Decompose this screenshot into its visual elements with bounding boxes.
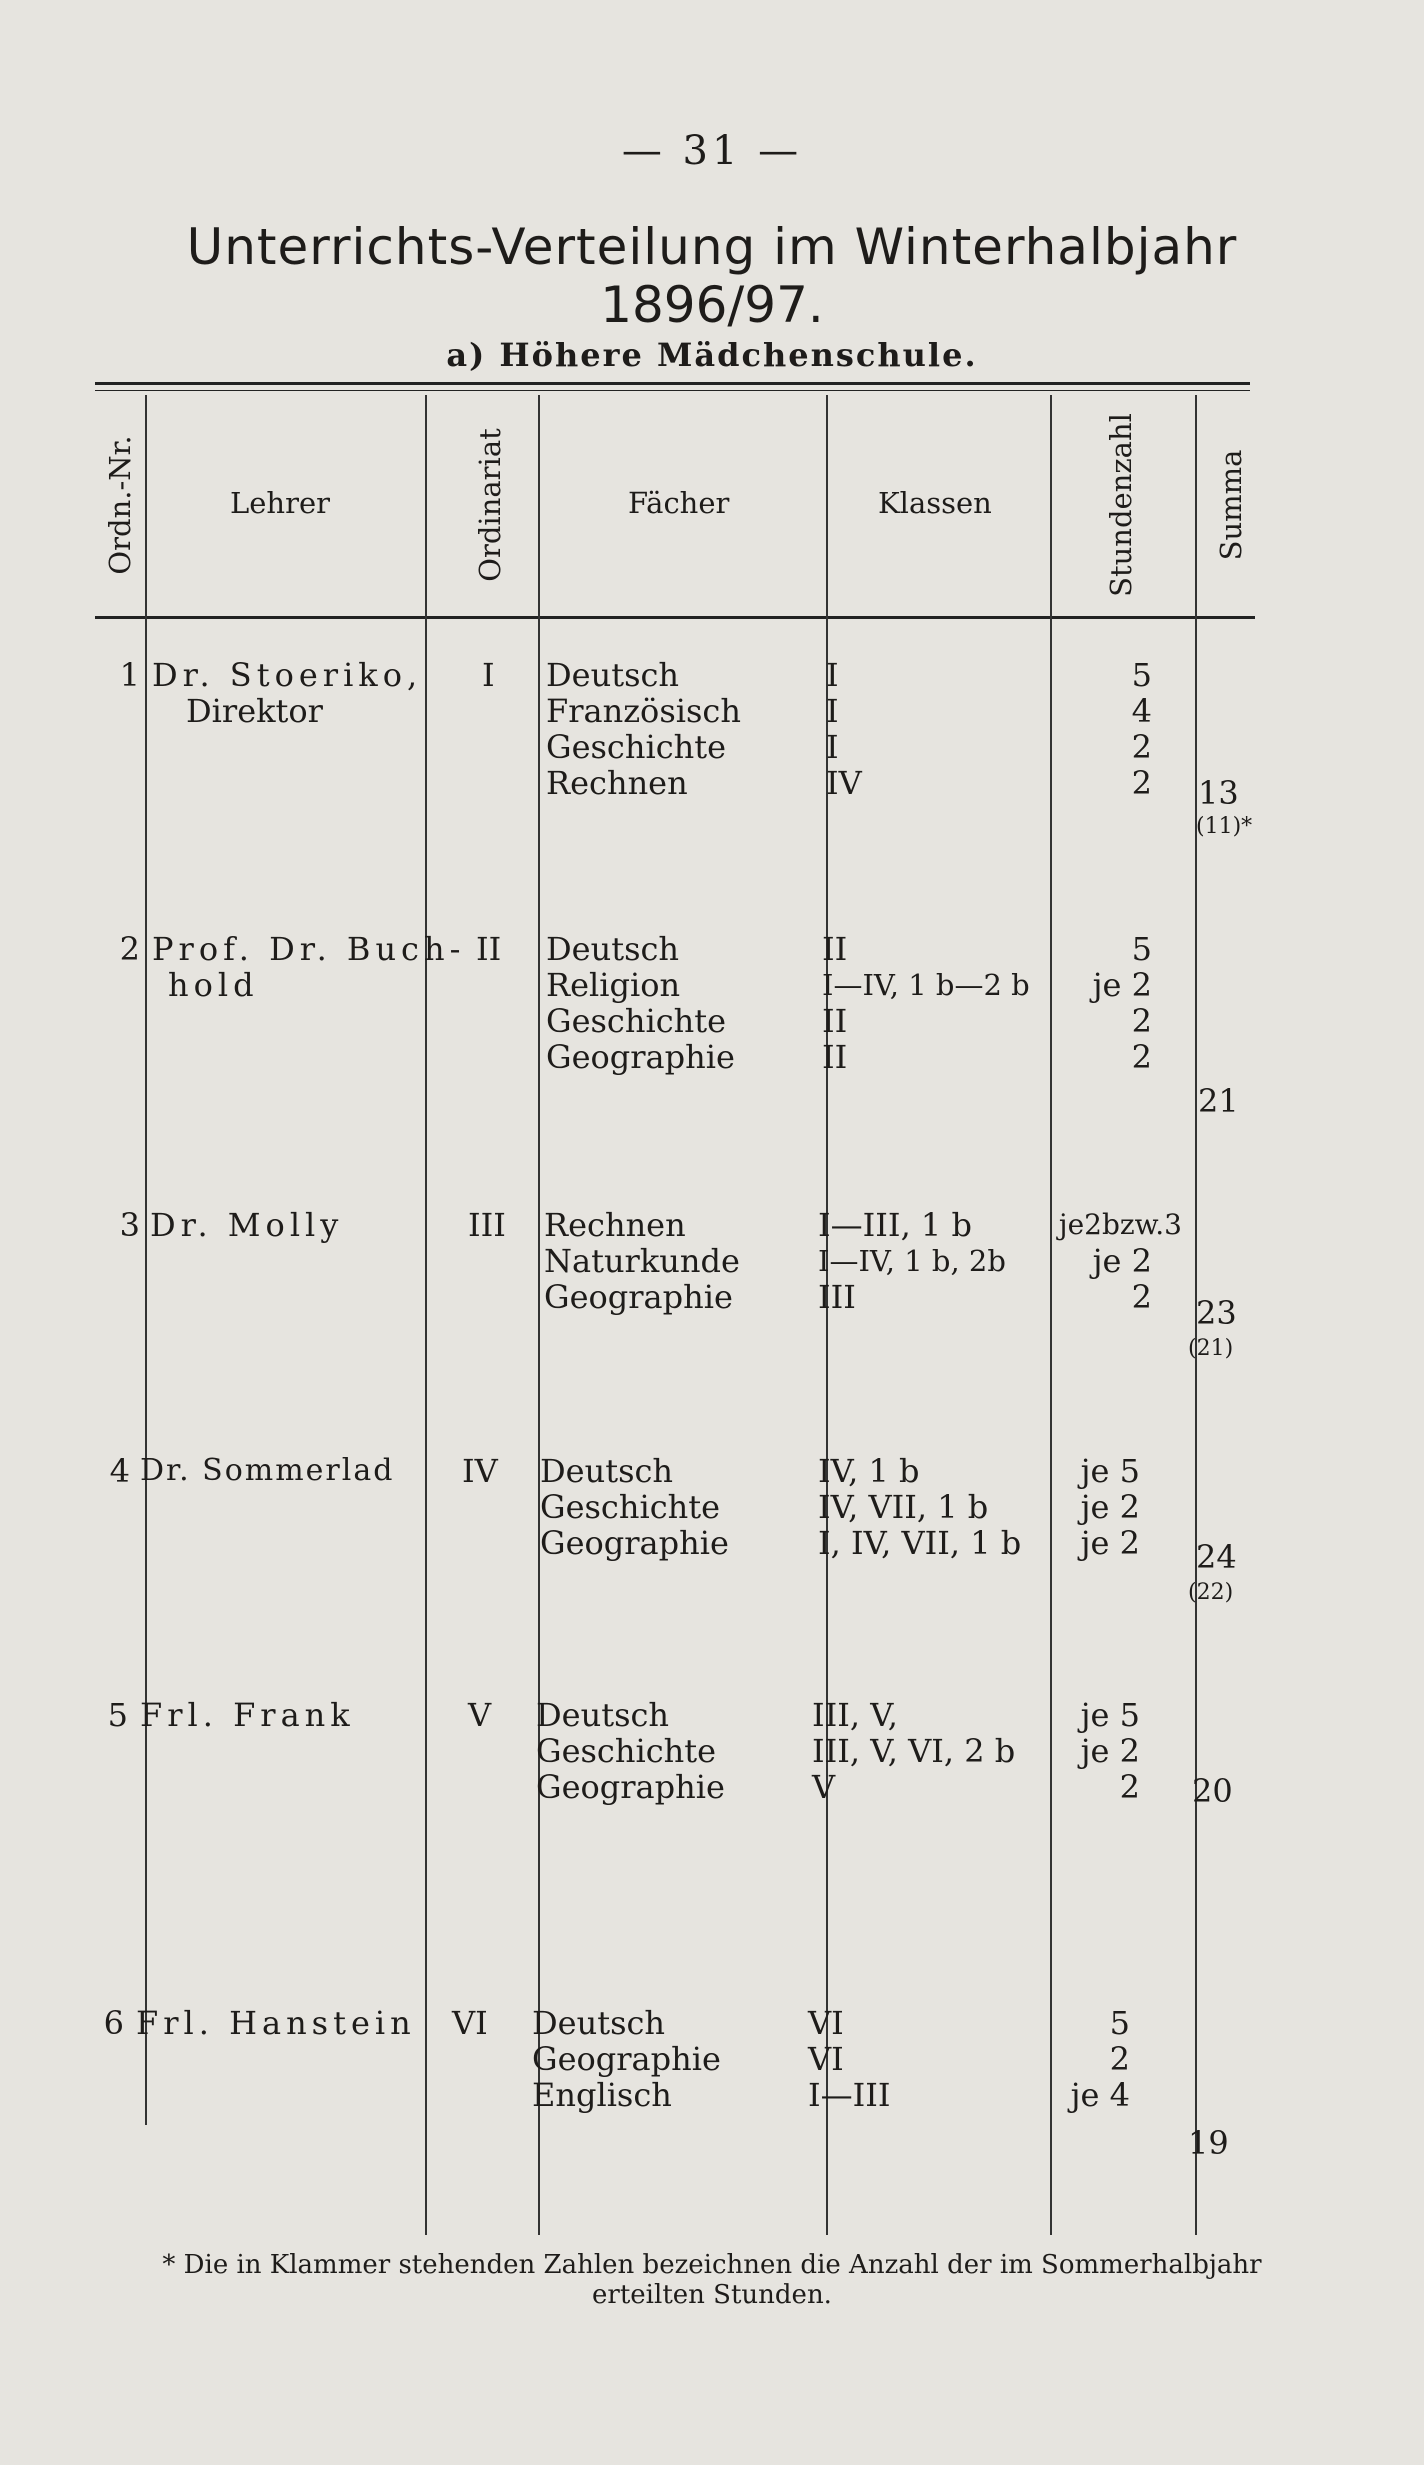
- summa-value: 19: [1188, 2124, 1229, 2162]
- subject: Französisch: [546, 692, 741, 730]
- summa-value: 23: [1196, 1294, 1237, 1332]
- summa-note: (22): [1188, 1580, 1234, 1605]
- hours-value: 2: [1131, 764, 1152, 802]
- class-value: III, V,: [812, 1696, 898, 1734]
- header-ordn-nr: Ordn.-Nr.: [103, 435, 137, 575]
- class-value: III: [818, 1278, 856, 1316]
- ordn-number: 6: [103, 2004, 124, 2042]
- hours-value: je 4: [1070, 2076, 1130, 2114]
- subject: Deutsch: [546, 930, 680, 968]
- ordn-number: 1: [119, 656, 140, 694]
- ordinariat-value: I: [482, 656, 495, 694]
- subject: Religion: [546, 966, 681, 1004]
- header-faecher: Fächer: [628, 486, 730, 520]
- subject: Rechnen: [546, 764, 688, 802]
- header-rule: [95, 616, 1255, 619]
- summa-note: (11)*: [1196, 814, 1253, 839]
- top-rule-thin: [95, 390, 1250, 391]
- hours-value: je 2: [1080, 1488, 1140, 1526]
- top-rule: [95, 382, 1250, 385]
- hours-value: je2bzw.3: [1058, 1208, 1182, 1241]
- hours-value: je 2: [1092, 1242, 1152, 1280]
- section-subtitle: a) Höhere Mädchenschule.: [446, 336, 978, 374]
- teacher-name: Frl. Frank: [140, 1696, 355, 1734]
- subject: Geschichte: [546, 728, 727, 766]
- teacher-name-cont: hold: [168, 966, 259, 1004]
- summa-note: (21): [1188, 1336, 1234, 1361]
- class-value: VI: [808, 2004, 844, 2042]
- class-value: I: [826, 656, 839, 694]
- ordinariat-value: IV: [462, 1452, 498, 1490]
- ordn-number: 3: [119, 1206, 140, 1244]
- subject: Geographie: [536, 1768, 725, 1806]
- header-ordinariat: Ordinariat: [473, 428, 507, 582]
- hours-value: 2: [1131, 1038, 1152, 1076]
- summa-value: 24: [1196, 1538, 1237, 1576]
- teacher-title: Direktor: [186, 692, 323, 730]
- class-value: I—III, 1 b: [818, 1206, 972, 1244]
- header-klassen: Klassen: [878, 486, 992, 520]
- class-value: I—III: [808, 2076, 891, 2114]
- page-number: — 31 —: [621, 128, 803, 174]
- hours-value: 2: [1131, 1002, 1152, 1040]
- hours-value: je 5: [1080, 1452, 1140, 1490]
- hours-value: 2: [1119, 1768, 1140, 1806]
- ordinariat-value: VI: [452, 2004, 488, 2042]
- hours-value: je 2: [1080, 1732, 1140, 1770]
- class-value: IV, VII, 1 b: [818, 1488, 989, 1526]
- summa-value: 21: [1198, 1082, 1239, 1120]
- summa-value: 20: [1192, 1772, 1233, 1810]
- hours-value: 4: [1131, 692, 1152, 730]
- page-title: Unterrichts-Verteilung im Winterhalbjahr: [186, 218, 1238, 276]
- hours-value: 5: [1131, 656, 1152, 694]
- class-value: I, IV, VII, 1 b: [818, 1524, 1022, 1562]
- summa-value: 13: [1198, 774, 1239, 812]
- class-value: III, V, VI, 2 b: [812, 1732, 1016, 1770]
- teacher-name: Dr. Molly: [150, 1206, 344, 1244]
- class-value: I—IV, 1 b, 2b: [818, 1244, 1006, 1278]
- ordinariat-value: V: [468, 1696, 492, 1734]
- subject: Geschichte: [536, 1732, 717, 1770]
- subject: Geographie: [544, 1278, 733, 1316]
- class-value: II: [822, 1038, 848, 1076]
- column-divider: [538, 395, 540, 2235]
- hours-value: je 5: [1080, 1696, 1140, 1734]
- subject: Rechnen: [544, 1206, 686, 1244]
- subject: Naturkunde: [544, 1242, 740, 1280]
- subject: Deutsch: [546, 656, 680, 694]
- header-lehrer: Lehrer: [230, 486, 330, 520]
- hours-value: 2: [1131, 1278, 1152, 1316]
- ordn-number: 2: [119, 930, 140, 968]
- hours-value: 2: [1131, 728, 1152, 766]
- hours-value: je 2: [1092, 966, 1152, 1004]
- class-value: V: [812, 1768, 836, 1806]
- class-value: I—IV, 1 b—2 b: [822, 968, 1030, 1002]
- ordinariat-value: II: [476, 930, 502, 968]
- subject: Englisch: [532, 2076, 672, 2114]
- subject: Geschichte: [540, 1488, 721, 1526]
- class-value: VI: [808, 2040, 844, 2078]
- subject: Geschichte: [546, 1002, 727, 1040]
- column-divider: [425, 395, 427, 2235]
- header-summa: Summa: [1214, 449, 1248, 561]
- header-stundenzahl: Stundenzahl: [1104, 413, 1138, 597]
- footnote: [100, 2250, 1324, 2310]
- footnote-line: * Die in Klammer stehenden Zahlen bezeichnen die Anzahl der im Sommerhalbjahr: [162, 2250, 1262, 2280]
- teacher-name: Dr. Stoeriko,: [152, 656, 423, 694]
- teacher-name: Dr. Sommerlad: [140, 1453, 395, 1488]
- ordinariat-value: III: [468, 1206, 506, 1244]
- class-value: II: [822, 930, 848, 968]
- class-value: I: [826, 728, 839, 766]
- hours-value: je 2: [1080, 1524, 1140, 1562]
- ordn-number: 4: [109, 1452, 130, 1490]
- class-value: II: [822, 1002, 848, 1040]
- ordn-number: 5: [107, 1696, 128, 1734]
- subject: Geographie: [540, 1524, 729, 1562]
- column-divider: [145, 395, 147, 2125]
- teacher-name: Prof. Dr. Buch-: [152, 930, 466, 968]
- subject: Deutsch: [540, 1452, 674, 1490]
- teacher-name: Frl. Hanstein: [136, 2004, 416, 2042]
- hours-value: 5: [1131, 930, 1152, 968]
- hours-value: 2: [1109, 2040, 1130, 2078]
- subject: Geographie: [546, 1038, 735, 1076]
- page-title-year: 1896/97.: [600, 276, 824, 334]
- class-value: I: [826, 692, 839, 730]
- footnote-line: erteilten Stunden.: [592, 2280, 832, 2310]
- subject: Geographie: [532, 2040, 721, 2078]
- subject: Deutsch: [532, 2004, 666, 2042]
- subject: Deutsch: [536, 1696, 670, 1734]
- hours-value: 5: [1109, 2004, 1130, 2042]
- class-value: IV, 1 b: [818, 1452, 920, 1490]
- class-value: IV: [826, 764, 862, 802]
